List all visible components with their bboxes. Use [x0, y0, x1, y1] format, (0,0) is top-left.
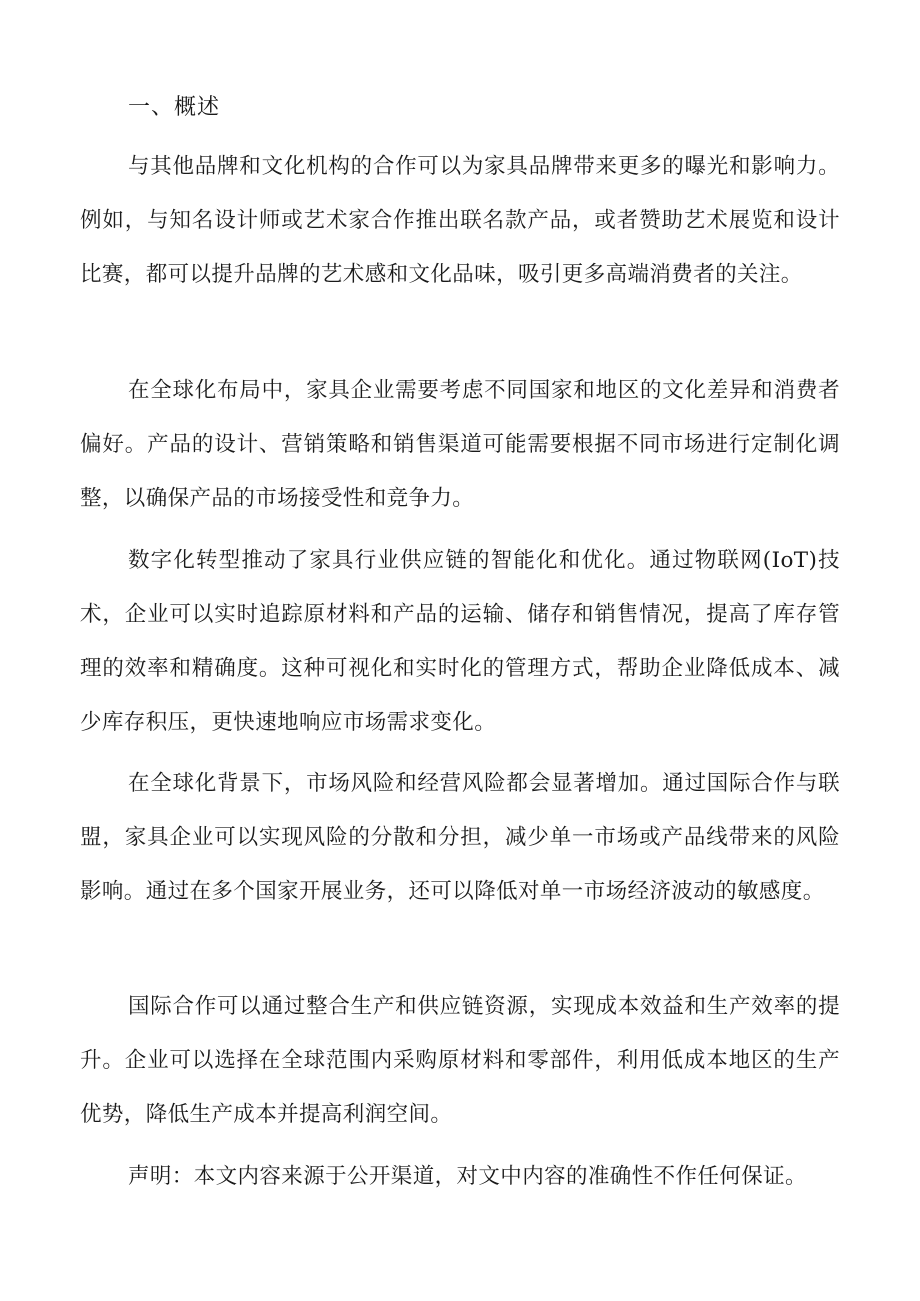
paragraph-brand-collaboration: 与其他品牌和文化机构的合作可以为家具品牌带来更多的曝光和影响力。例如，与知名设计师或艺术家合作推出联名款产品，或者赞助艺术展览和设计比赛，都可以提升品牌的艺术感和文化品味，吸引更多高端消费者的关注。 [80, 154, 840, 287]
paragraph-risk-management: 在全球化背景下，市场风险和经营风险都会显著增加。通过国际合作与联盟，家具企业可以实现风险的分散和分担，减少单一市场或产品线带来的风险影响。通过在多个国家开展业务，还可以降低对单一市场经济波动的敏感度。 [80, 771, 840, 904]
paragraph-cost-efficiency: 国际合作可以通过整合生产和供应链资源，实现成本效益和生产效率的提升。企业可以选择在全球范围内采购原材料和零部件，利用低成本地区的生产优势，降低生产成本并提高利润空间。 [80, 994, 840, 1127]
paragraph-disclaimer: 声明：本文内容来源于公开渠道，对文中内容的准确性不作任何保证。 [128, 1164, 807, 1189]
section-heading: 一、概述 [128, 95, 221, 120]
paragraph-global-layout: 在全球化布局中，家具企业需要考虑不同国家和地区的文化差异和消费者偏好。产品的设计、营销策略和销售渠道可能需要根据不同市场进行定制化调整，以确保产品的市场接受性和竞争力。 [80, 378, 840, 511]
paragraph-digital-transformation: 数字化转型推动了家具行业供应链的智能化和优化。通过物联网(IoT)技术，企业可以实时追踪原材料和产品的运输、储存和销售情况，提高了库存管理的效率和精确度。这种可视化和实时化的管理方式，帮助企业降低成本、减少库存积压，更快速地响应市场需求变化。 [80, 548, 840, 735]
